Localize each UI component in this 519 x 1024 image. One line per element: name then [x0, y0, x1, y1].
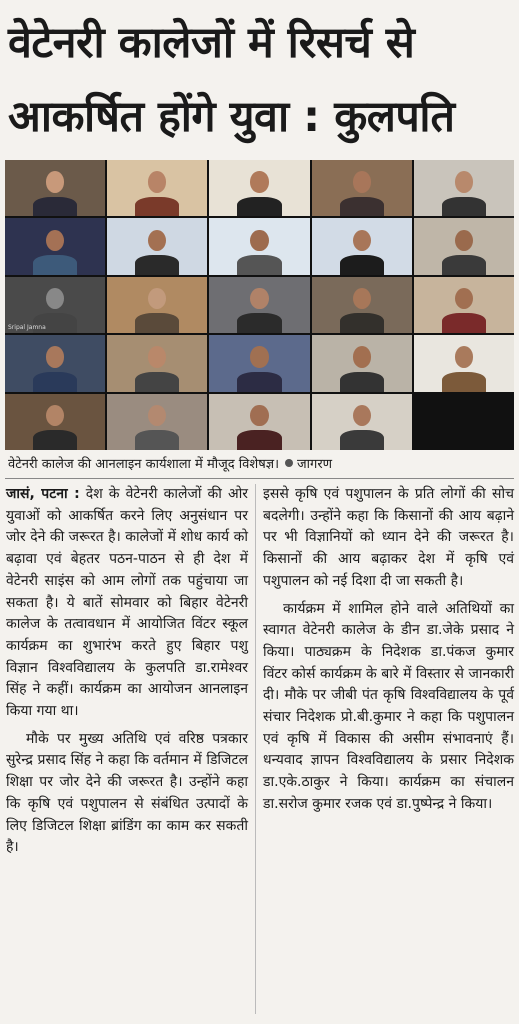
- article-column-2: [263, 484, 514, 822]
- participant-body: [135, 255, 179, 275]
- participant-head: [250, 346, 268, 367]
- column1-paragraph-1: देश के वेटेनरी कालेजों की ओर युवाओं को आकर्षित करने लिए अनुसंधान पर जोर देने की जरूरत है। कालेजों में शोध कार्य को बढ़ावा एवं बेहतर पठन-पाठन से ही देश में वेटेनरी साइंस को आम लोगों तक पहुंचाया जा सकता है। ये बातें सोमवार को बिहार वेटेनरी कालेज के तत्वावधान में आयोजित विंटर स्कूल कार्यक्रम का शुभारंभ करते हुए बिहार पशु विज्ञान विश्वविद्यालय के कुलपति डा.रामेश्वर सिंह ने कहीं। कार्यक्रम का आयोजन आनलाइन किया गया था।: [6, 486, 249, 720]
- participant-body: [135, 197, 179, 217]
- column2-paragraph-2: कार्यक्रम में शामिल होने वाले अतिथियों का स्वागत वेटेनरी कालेज के डीन डा.जेके प्रसाद ने किया। पाठ्यक्रम के निदेशक डा.पंकज कुमार विंटर कोर्स कार्यक्रम के बारे में विस्तार से जानकारी दी। मौके पर जीबी पंत कृषि विश्वविद्यालय के पूर्व संचार निदेशक प्रो.बी.कुमार ने कहा कि पशुपालन एवं कृषि में विकास की असीम संभावनाएं हैं। धन्यवाद ज्ञापन विश्वविद्यालय के प्रसार निदेशक डा.एके.ठाकुर ने किया। कार्यक्रम का संचालन डा.सरोज कुमार रजक एवं डा.पुष्पेन्द्र ने किया।: [263, 600, 514, 812]
- participant-tile: [312, 277, 412, 333]
- participant-head: [353, 230, 371, 251]
- participant-head: [353, 405, 371, 426]
- participant-tile: [5, 335, 105, 391]
- participant-tile: [414, 160, 514, 216]
- participant-head: [455, 288, 473, 309]
- participant-body: [442, 313, 486, 333]
- participant-tile: [312, 218, 412, 274]
- participant-tile: [209, 394, 309, 450]
- participant-tile: [107, 160, 207, 216]
- participant-head: [148, 230, 166, 251]
- participant-head: [353, 171, 371, 192]
- caption-divider: [5, 478, 514, 479]
- participant-body: [442, 197, 486, 217]
- dateline: जासं, पटना :: [6, 486, 80, 502]
- participant-head: [148, 405, 166, 426]
- participant-name: Sripal Jamna: [8, 324, 46, 332]
- participant-body: [442, 255, 486, 275]
- participant-tile: [107, 394, 207, 450]
- participant-head: [455, 346, 473, 367]
- participant-tile: [5, 277, 105, 333]
- participant-tile: [209, 277, 309, 333]
- headline-line-2: आकर्षित होंगे युवा : कुलपति: [8, 92, 455, 142]
- caption-credit: जागरण: [297, 457, 333, 472]
- column-divider: [255, 484, 256, 1014]
- participant-tile: [107, 277, 207, 333]
- participant-head: [250, 230, 268, 251]
- participant-head: [250, 171, 268, 192]
- participant-head: [353, 288, 371, 309]
- video-conference-photo: [5, 160, 514, 450]
- participant-body: [340, 197, 384, 217]
- participant-head: [455, 230, 473, 251]
- participant-body: [33, 372, 77, 392]
- participant-head: [148, 346, 166, 367]
- participant-tile: [312, 394, 412, 450]
- participant-body: [135, 430, 179, 450]
- participant-body: [33, 430, 77, 450]
- participant-tile: [107, 335, 207, 391]
- headline-line-1: वेटेनरी कालेजों में रिसर्च से: [8, 18, 415, 68]
- column2-paragraph-1: इससे कृषि एवं पशुपालन के प्रति लोगों की सोच बदलेगी। उन्होंने कहा कि किसानों की आय बढ़ाने पर भी विज्ञानियों को ध्यान देने की जरूरत है। किसानों की आय बढ़ाकर देश में कृषि एवं पशुपालन को नई दिशा दी जा सकती है।: [263, 486, 514, 589]
- participant-body: [340, 255, 384, 275]
- headline: [8, 6, 513, 154]
- participant-body: [33, 197, 77, 217]
- participant-head: [46, 171, 64, 192]
- participant-body: [237, 430, 281, 450]
- participant-body: [340, 430, 384, 450]
- bullet-icon: [285, 459, 293, 467]
- participant-body: [237, 255, 281, 275]
- participant-body: [442, 372, 486, 392]
- participant-head: [455, 171, 473, 192]
- participant-body: [340, 313, 384, 333]
- participant-head: [46, 230, 64, 251]
- participant-tile: [414, 218, 514, 274]
- participant-body: [135, 313, 179, 333]
- participant-body: [135, 372, 179, 392]
- participant-head: [250, 288, 268, 309]
- participant-head: [353, 346, 371, 367]
- participant-tile: [5, 394, 105, 450]
- participant-head: [148, 171, 166, 192]
- participant-head: [148, 288, 166, 309]
- participant-tile: [209, 160, 309, 216]
- column1-paragraph-2: मौके पर मुख्य अतिथि एवं वरिष्ठ पत्रकार सुरेन्द्र प्रसाद सिंह ने कहा कि वर्तमान में डिजिटल शिक्षा पर जोर देने की जरूरत है। उन्होंने कहा कि कृषि एवं पशुपालन से संबंधित उत्पादों के लिए डिजिटल शिक्षा ब्रांडिंग का काम कर सकती है।: [6, 730, 248, 856]
- participant-head: [46, 346, 64, 367]
- photo-caption: [8, 454, 513, 476]
- caption-text: वेटेनरी कालेज की आनलाइन कार्यशाला में मौजूद विशेषज्ञ।: [8, 457, 279, 472]
- participant-tile: [414, 335, 514, 391]
- participant-body: [237, 313, 281, 333]
- participant-head: [46, 288, 64, 309]
- participant-tile: [414, 277, 514, 333]
- participant-head: [46, 405, 64, 426]
- article-column-1: [6, 484, 248, 865]
- participant-body: [33, 255, 77, 275]
- participant-body: [237, 372, 281, 392]
- participant-tile: [107, 218, 207, 274]
- participant-tile: [5, 218, 105, 274]
- participant-tile: [209, 335, 309, 391]
- participant-tile: [5, 160, 105, 216]
- participant-body: [340, 372, 384, 392]
- participant-tile: [312, 335, 412, 391]
- participant-tile: [312, 160, 412, 216]
- participant-tile: [209, 218, 309, 274]
- participant-head: [250, 405, 268, 426]
- participant-body: [237, 197, 281, 217]
